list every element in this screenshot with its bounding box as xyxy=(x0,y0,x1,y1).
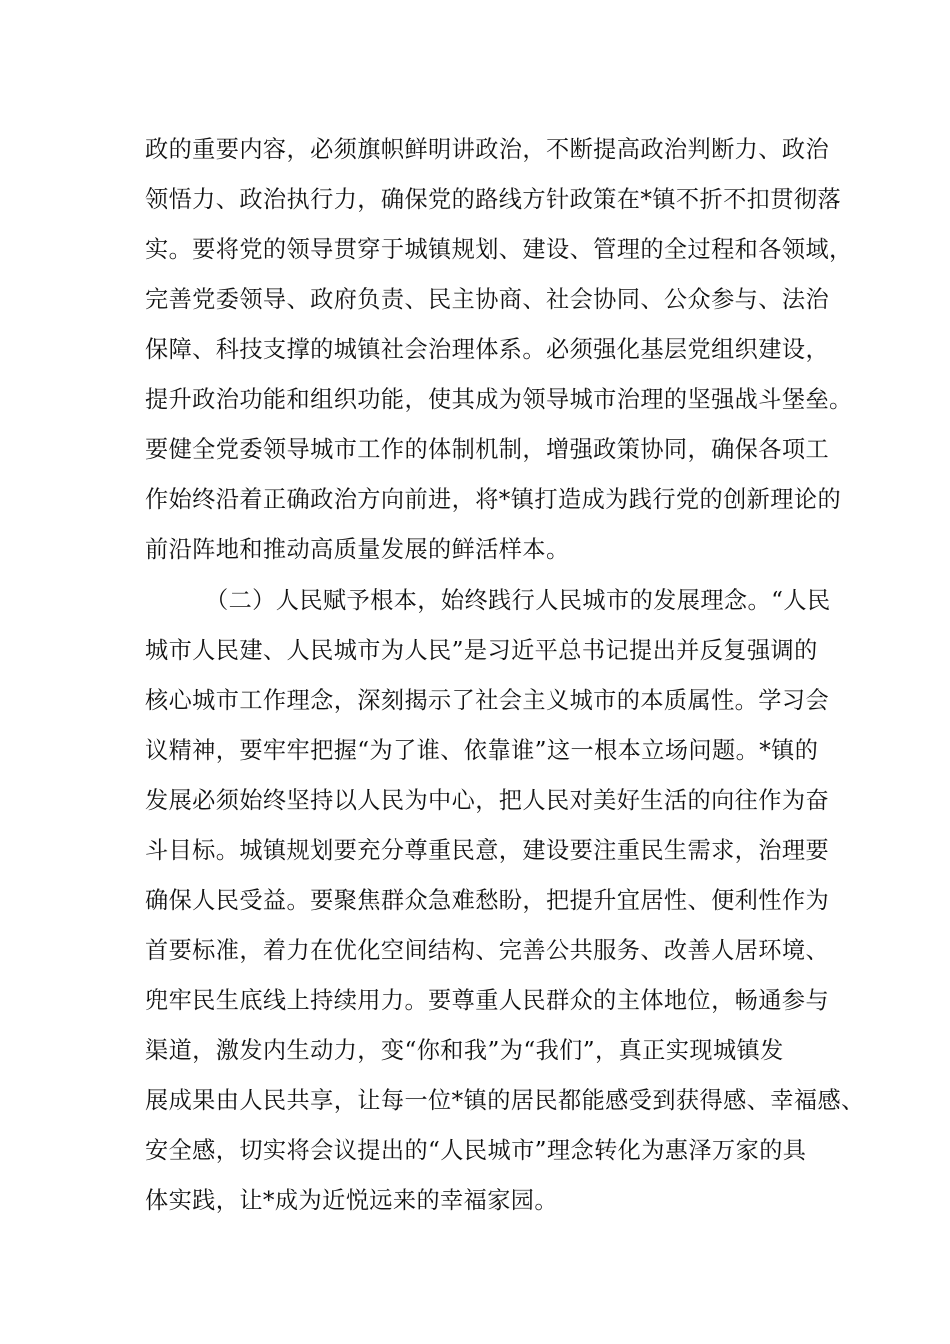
paragraph-2-line-1: （二）人民赋予根本，始终践行人民城市的发展理念。“人民 xyxy=(205,587,831,614)
paragraph-2-line-8: 首要标准，着力在优化空间结构、完善公共服务、改善人居环境、 xyxy=(145,937,830,964)
paragraph-1-line-1: 政的重要内容，必须旗帜鲜明讲政治，不断提高政治判断力、政治 xyxy=(145,136,830,163)
paragraph-2-line-9: 兜牢民生底线上持续用力。要尊重人民群众的主体地位，畅通参与 xyxy=(145,987,830,1014)
paragraph-2-line-6: 斗目标。城镇规划要充分尊重民意，建设要注重民生需求，治理要 xyxy=(145,837,830,864)
paragraph-2-line-13: 体实践，让*成为近悦远来的幸福家园。 xyxy=(145,1187,558,1214)
paragraph-2-line-5: 发展必须始终坚持以人民为中心，把人民对美好生活的向往作为奋 xyxy=(145,787,830,814)
paragraph-2-line-11: 展成果由人民共享，让每一位*镇的居民都能感受到获得感、幸福感、 xyxy=(145,1087,865,1114)
paragraph-1-line-8: 作始终沿着正确政治方向前进，将*镇打造成为践行党的创新理论的 xyxy=(145,486,842,513)
paragraph-2-line-12: 安全感，切实将会议提出的“人民城市”理念转化为惠泽万家的具 xyxy=(145,1137,807,1164)
paragraph-2-line-3: 核心城市工作理念，深刻揭示了社会主义城市的本质属性。学习会 xyxy=(145,687,830,714)
paragraph-2-line-2: 城市人民建、人民城市为人民”是习近平总书记提出并反复强调的 xyxy=(145,637,818,664)
paragraph-2-line-10: 渠道，激发内生动力，变“你和我”为“我们”，真正实现城镇发 xyxy=(145,1037,784,1064)
paragraph-1-line-3: 实。要将党的领导贯穿于城镇规划、建设、管理的全过程和各领域， xyxy=(145,236,853,263)
paragraph-1-line-5: 保障、科技支撑的城镇社会治理体系。必须强化基层党组织建设， xyxy=(145,336,830,363)
paragraph-1-line-2: 领悟力、政治执行力，确保党的路线方针政策在*镇不折不扣贯彻落 xyxy=(145,186,842,213)
paragraph-1-line-9: 前沿阵地和推动高质量发展的鲜活样本。 xyxy=(145,536,570,563)
paragraph-2-line-7: 确保人民受益。要聚焦群众急难愁盼，把提升宜居性、便利性作为 xyxy=(145,887,830,914)
paragraph-2-line-4: 议精神，要牢牢把握“为了谁、依靠谁”这一根本立场问题。*镇的 xyxy=(145,737,819,764)
paragraph-1-line-7: 要健全党委领导城市工作的体制机制，增强政策协同，确保各项工 xyxy=(145,436,830,463)
paragraph-1-line-6: 提升政治功能和组织功能，使其成为领导城市治理的坚强战斗堡垒。 xyxy=(145,386,853,413)
paragraph-1-line-4: 完善党委领导、政府负责、民主协商、社会协同、公众参与、法治 xyxy=(145,286,830,313)
